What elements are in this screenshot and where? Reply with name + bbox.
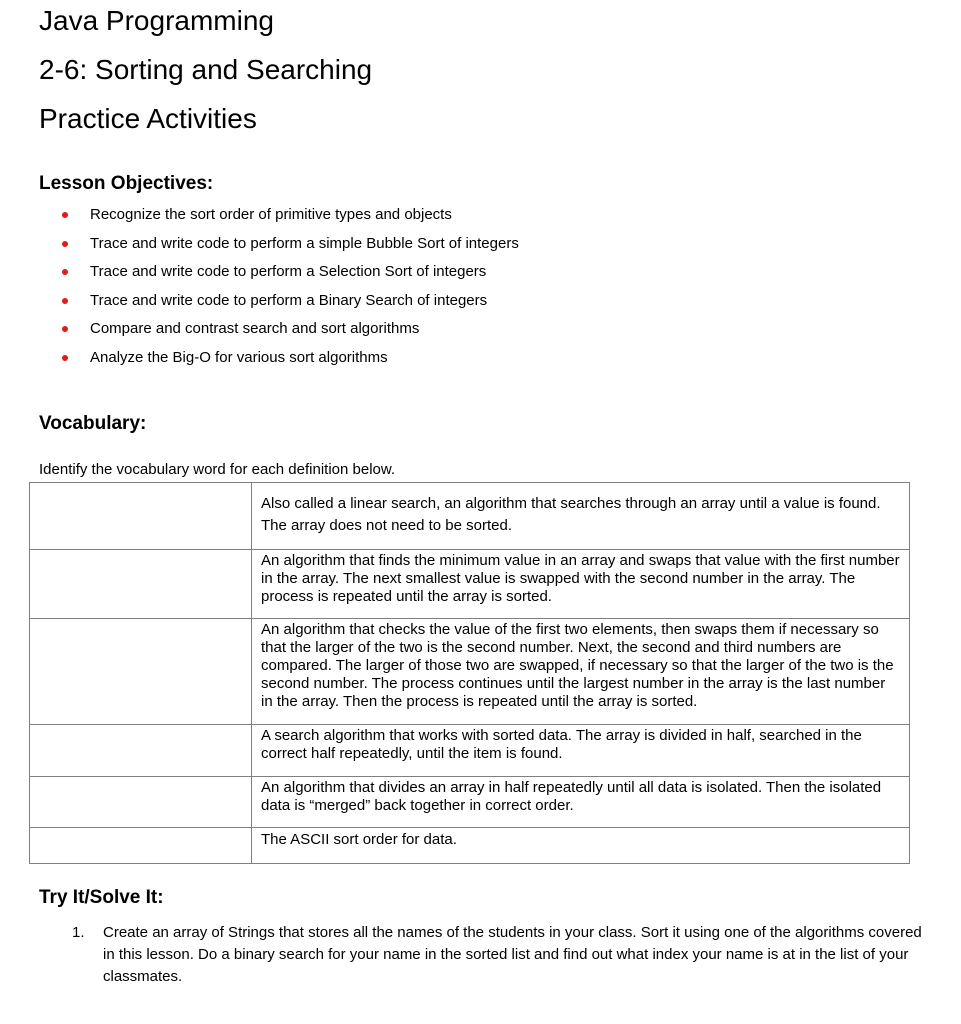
task-item	[72, 922, 922, 988]
bullet-icon	[62, 212, 68, 218]
vocab-definition: An algorithm that divides an array in half repeatedly until all data is isolated. Then the isolated data is “merged” back together in correct order.	[252, 777, 910, 828]
bullet-icon	[62, 269, 68, 275]
objective-item	[62, 316, 519, 345]
bullet-icon	[62, 326, 68, 332]
vocab-row	[30, 725, 910, 777]
vocabulary-table	[29, 482, 910, 864]
try-it-heading: Try It/Solve It:	[39, 887, 164, 908]
vocab-definition: An algorithm that checks the value of the first two elements, then swaps them if necessary so that the larger of the two is the second number. Next, the second and third numbers are compared. The larger of those two are swapped, if necessary so that the larger of the two is the second number. The process continues until the largest number in the array is the last number in the array. Then the process is repeated until the array is sorted.	[252, 619, 910, 725]
objective-text: Recognize the sort order of primitive types and objects	[90, 206, 452, 223]
task-text: Create an array of Strings that stores all the names of the students in your class. Sort it using one of the algorithms covered in this lesson. Do a binary search for your name in the sorted list and find out what index your name is at in the list of your classmates.	[103, 924, 922, 985]
vocab-word-cell[interactable]	[30, 619, 252, 725]
bullet-icon	[62, 355, 68, 361]
course-title: Java Programming	[39, 5, 274, 36]
task-list	[72, 922, 922, 988]
objective-text: Trace and write code to perform a Binary Search of integers	[90, 291, 488, 309]
vocab-definition: A search algorithm that works with sorted data. The array is divided in half, searched in the correct half repeatedly, until the item is found.	[252, 725, 910, 777]
bullet-icon	[62, 241, 68, 247]
objective-item	[62, 288, 519, 317]
section-title: Practice Activities	[39, 103, 257, 134]
vocab-row	[30, 619, 910, 725]
vocab-word-cell[interactable]	[30, 483, 252, 550]
vocab-row	[30, 777, 910, 828]
lesson-title: 2-6: Sorting and Searching	[39, 54, 373, 85]
vocab-row	[30, 550, 910, 619]
objective-item	[62, 231, 519, 260]
objective-text: Analyze the Big-O for various sort algorithms	[90, 348, 388, 366]
task-number: 1.	[72, 924, 85, 941]
objectives-heading: Lesson Objectives:	[39, 173, 214, 194]
objective-item	[62, 202, 519, 231]
objective-text: Trace and write code to perform a Selection Sort of integers	[90, 263, 487, 281]
vocabulary-instructions: Identify the vocabulary word for each definition below.	[39, 461, 396, 478]
vocab-row	[30, 828, 910, 864]
vocabulary-heading: Vocabulary:	[39, 413, 147, 434]
bullet-icon	[62, 298, 68, 304]
vocab-row	[30, 483, 910, 550]
vocab-word-cell[interactable]	[30, 725, 252, 777]
vocab-definition: An algorithm that finds the minimum value in an array and swaps that value with the first number in the array. The next smallest value is swapped with the second number in the array. The process is repeated until the array is sorted.	[252, 550, 910, 619]
objective-item	[62, 345, 519, 374]
vocab-word-cell[interactable]	[30, 777, 252, 828]
vocab-word-cell[interactable]	[30, 828, 252, 864]
objective-text: Trace and write code to perform a simple Bubble Sort of integers	[90, 234, 519, 252]
vocab-definition: The ASCII sort order for data.	[252, 828, 910, 864]
objective-item	[62, 259, 519, 288]
objectives-list	[62, 202, 519, 374]
vocab-definition: Also called a linear search, an algorithm that searches through an array until a value is found. The array does not need to be sorted.	[252, 483, 910, 550]
objective-text: Compare and contrast search and sort algorithms	[90, 320, 420, 338]
vocab-word-cell[interactable]	[30, 550, 252, 619]
